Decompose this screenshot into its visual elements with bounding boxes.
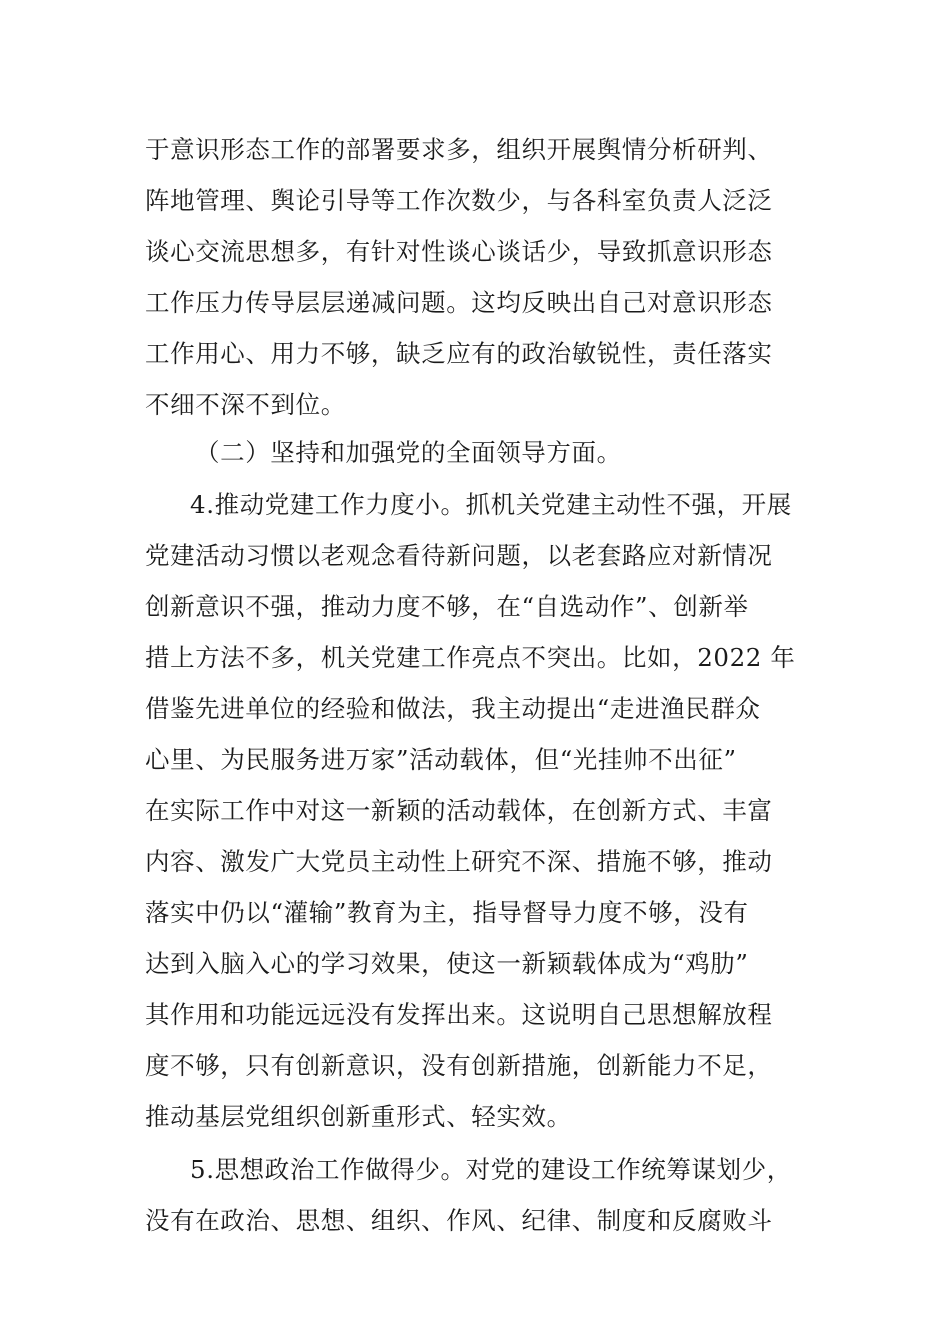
text-line: 工作压力传导层层递减问题。这均反映出自己对意识形态 (145, 288, 773, 317)
text-line: 谈心交流思想多，有针对性谈心谈话少，导致抓意识形态 (145, 237, 773, 266)
text-line: 没有在政治、思想、组织、作风、纪律、制度和反腐败斗 (145, 1206, 773, 1235)
text-line: 度不够，只有创新意识，没有创新措施，创新能力不足， (145, 1051, 773, 1080)
text-line: 心里、为民服务进万家”活动载体，但“光挂帅不出征” (145, 745, 737, 774)
text-line: 于意识形态工作的部署要求多，组织开展舆情分析研判、 (145, 135, 773, 164)
text-line: 落实中仍以“灌输”教育为主，指导督导力度不够，没有 (145, 898, 749, 927)
paragraph-start-line: 4.推动党建工作力度小。抓机关党建主动性不强，开展 (190, 490, 792, 519)
text-line: 借鉴先进单位的经验和做法，我主动提出“走进渔民群众 (145, 694, 761, 723)
text-line: 达到入脑入心的学习效果，使这一新颖载体成为“鸡肋” (145, 949, 749, 978)
text-line: 措上方法不多，机关党建工作亮点不突出。比如，2022 年 (145, 643, 796, 672)
text-line: 工作用心、用力不够，缺乏应有的政治敏锐性，责任落实 (145, 339, 773, 368)
text-line: 阵地管理、舆论引导等工作次数少，与各科室负责人泛泛 (145, 186, 773, 215)
text-line: 内容、激发广大党员主动性上研究不深、措施不够，推动 (145, 847, 773, 876)
text-line: 创新意识不强，推动力度不够，在“自选动作”、创新举 (145, 592, 749, 621)
text-line: 在实际工作中对这一新颖的活动载体，在创新方式、丰富 (145, 796, 773, 825)
text-line: 推动基层党组织创新重形式、轻实效。 (145, 1102, 572, 1131)
text-line: 党建活动习惯以老观念看待新问题，以老套路应对新情况 (145, 541, 773, 570)
paragraph-start-line: 5.思想政治工作做得少。对党的建设工作统筹谋划少， (190, 1155, 792, 1184)
text-line: 不细不深不到位。 (145, 390, 346, 419)
text-line: 其作用和功能远远没有发挥出来。这说明自己思想解放程 (145, 1000, 773, 1029)
section-heading: （二）坚持和加强党的全面领导方面。 (195, 438, 622, 467)
